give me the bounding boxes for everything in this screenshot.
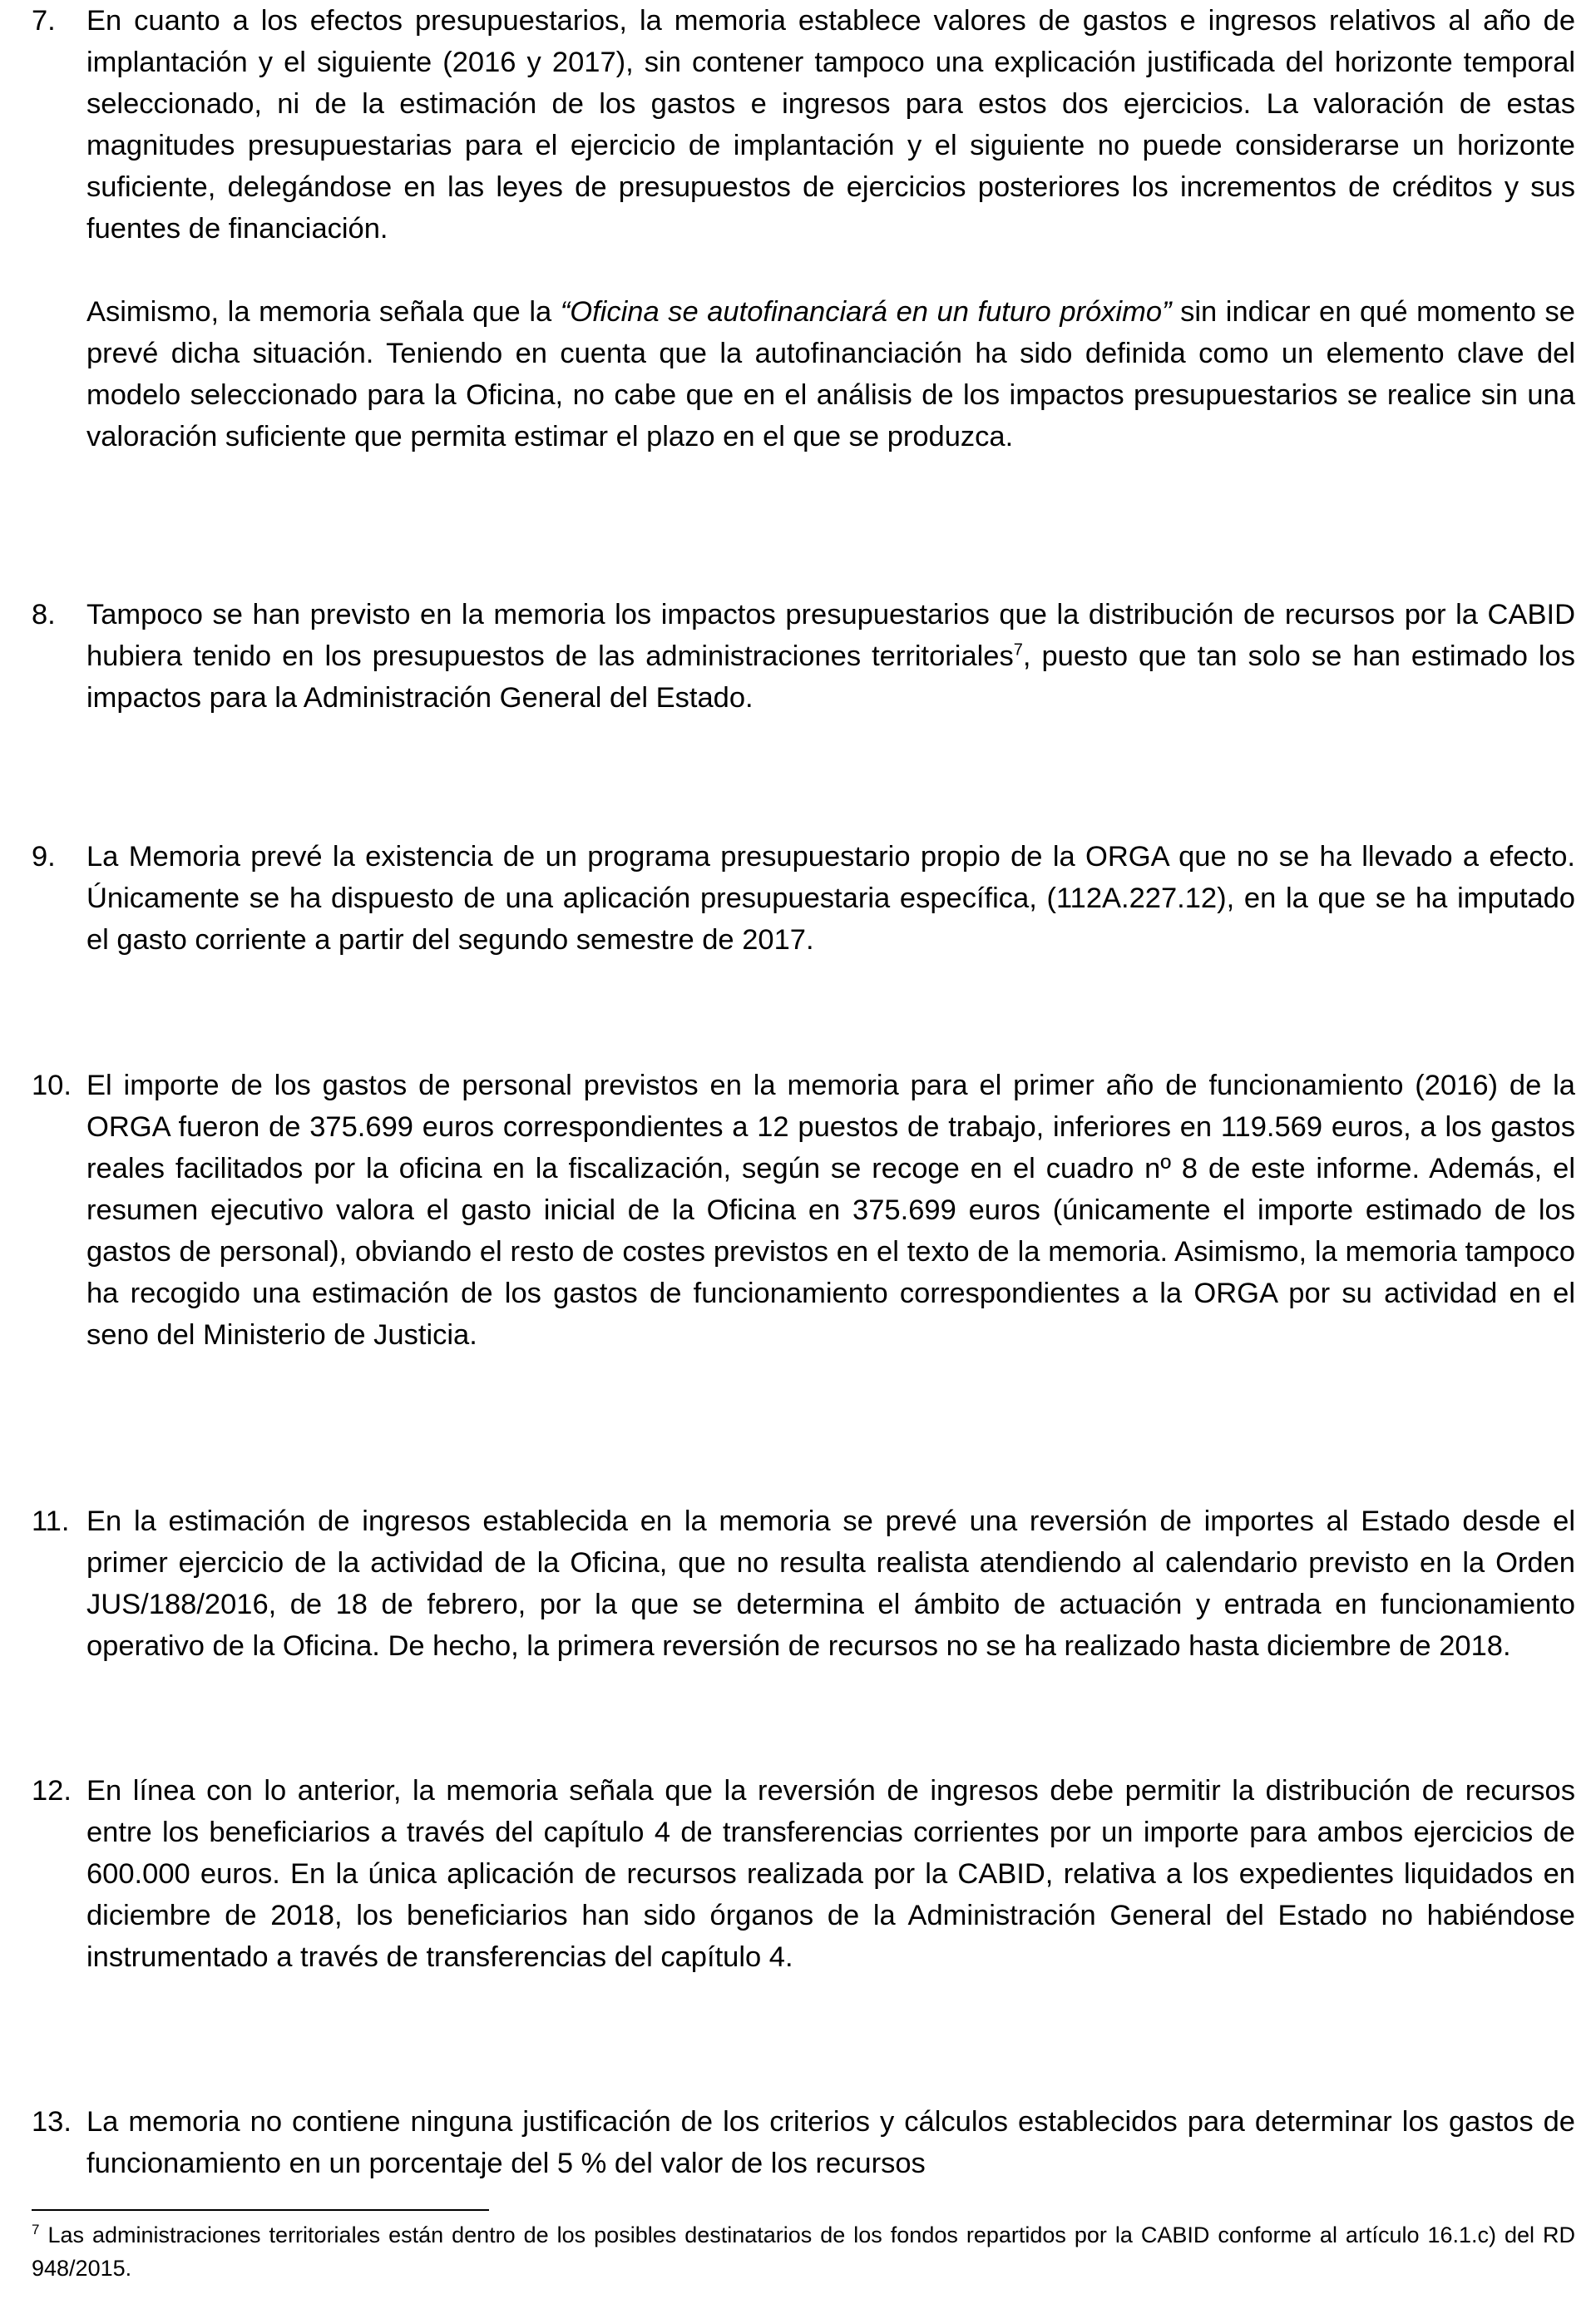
paragraph-text: La memoria no contiene ninguna justificación de los criterios y cálculos establecidos para determinar los gastos de funcionamiento en un porcentaje del 5 % del valor de los recursos [86,2106,1575,2179]
item-text [86,1770,1575,1978]
footnote-marker: 7 [32,2222,40,2237]
footnote-separator [32,2209,489,2211]
paragraph-text [86,291,1575,457]
item-text [86,0,1575,457]
quoted-text: “Oficina se autofinanciará en un futuro próximo” [560,296,1172,328]
footnote-reference: 7 [1013,640,1023,660]
paragraph-text: En cuanto a los efectos presupuestarios, la memoria establece valores de gastos e ingresos relativos al año de implantación y el siguiente (2016 y 2017), sin contener tampoco una explicación justificada del horizonte temporal seleccionado, ni de la estimación de los gastos e ingresos para estos dos ejercicios. La valoración de estas magnitudes presupuestarias para el ejercicio de implantación y el siguiente no puede considerarse un horizonte suficiente, delegándose en las leyes de presupuestos de ejercicios posteriores los incrementos de créditos y sus fuentes de financiación. [86,5,1575,245]
paragraph-12 [32,1770,1575,1978]
item-number: 7. [32,5,56,37]
item-text [86,1065,1575,1356]
item-number: 8. [32,599,56,630]
item-number: 9. [32,841,56,873]
paragraph-9 [32,836,1575,961]
paragraph-text: En la estimación de ingresos establecida en la memoria se prevé una reversión de importes al Estado desde el primer ejercicio de la actividad de la Oficina, que no resulta realista atendiendo al calendario previsto en la Orden JUS/188/2016, de 18 de febrero, por la que se determina el ámbito de actuación y entrada en funcionamiento operativo de la Oficina. De hecho, la primera reversión de recursos no se ha realizado hasta diciembre de 2018. [86,1506,1575,1662]
paragraph-10 [32,1065,1575,1356]
item-text [86,2101,1575,2184]
footnote [32,2218,1575,2285]
item-text [86,594,1575,719]
item-text [86,836,1575,961]
paragraph-text: En línea con lo anterior, la memoria señala que la reversión de ingresos debe permitir la distribución de recursos entre los beneficiarios a través del capítulo 4 de transferencias corrientes por un importe para ambos ejercicios de 600.000 euros. En la única aplicación de recursos realizada por la CABID, relativa a los expedientes liquidados en diciembre de 2018, los beneficiarios han sido órganos de la Administración General del Estado no habiéndose instrumentado a través de transferencias del capítulo 4. [86,1775,1575,1973]
text-run: Asimismo, la memoria señala que la [86,296,561,328]
item-text [86,1501,1575,1667]
paragraph-text: El importe de los gastos de personal previstos en la memoria para el primer año de funcionamiento (2016) de la ORGA fueron de 375.699 euros correspondientes a 12 puestos de trabajo, inferiores en 119.569 euros, a los gastos reales facilitados por la oficina en la fiscalización, según se recoge en el cuadro nº 8 de este informe. Además, el resumen ejecutivo valora el gasto inicial de la Oficina en 375.699 euros (únicamente el importe estimado de los gastos de personal), obviando el resto de costes previstos en el texto de la memoria. Asimismo, la memoria tampoco ha recogido una estimación de los gastos de funcionamiento correspondientes a la ORGA por su actividad en el seno del Ministerio de Justicia. [86,1070,1575,1351]
item-number: 12. [32,1775,72,1807]
paragraph-13 [32,2101,1575,2184]
item-number: 11. [32,1506,70,1537]
paragraph-text: La Memoria prevé la existencia de un programa presupuestario propio de la ORGA que no se ha llevado a efecto. Únicamente se ha dispuesto de una aplicación presupuestaria específica, (112A.227.12), en la que se ha imputado el gasto corriente a partir del segundo semestre de 2017. [86,841,1575,956]
item-number: 13. [32,2106,72,2138]
item-number: 10. [32,1070,72,1101]
paragraph-8 [32,594,1575,719]
paragraph-text [86,594,1575,719]
paragraph-11 [32,1501,1575,1667]
paragraph-7 [32,0,1575,457]
text-run: sin indicar en qué momento se prevé dicha situación. Teniendo en cuenta que la autofinanciación ha sido definida como un elemento clave del modelo seleccionado para la Oficina, no cabe que en el análisis de los impactos presupuestarios se realice sin una valoración suficiente que permita estimar el plazo en el que se produzca. [86,296,1575,452]
text-run: , puesto que tan solo se han estimado los impactos para la Administración General del Estado. [86,640,1575,714]
footnote-text: Las administraciones territoriales están dentro de los posibles destinatarios de los fondos repartidos por la CABID conforme al artículo 16.1.c) del RD 948/2015. [32,2222,1575,2281]
text-run: Tampoco se han previsto en la memoria los impactos presupuestarios que la distribución de recursos por la CABID hubiera tenido en los presupuestos de las administraciones territoriales [86,599,1575,672]
